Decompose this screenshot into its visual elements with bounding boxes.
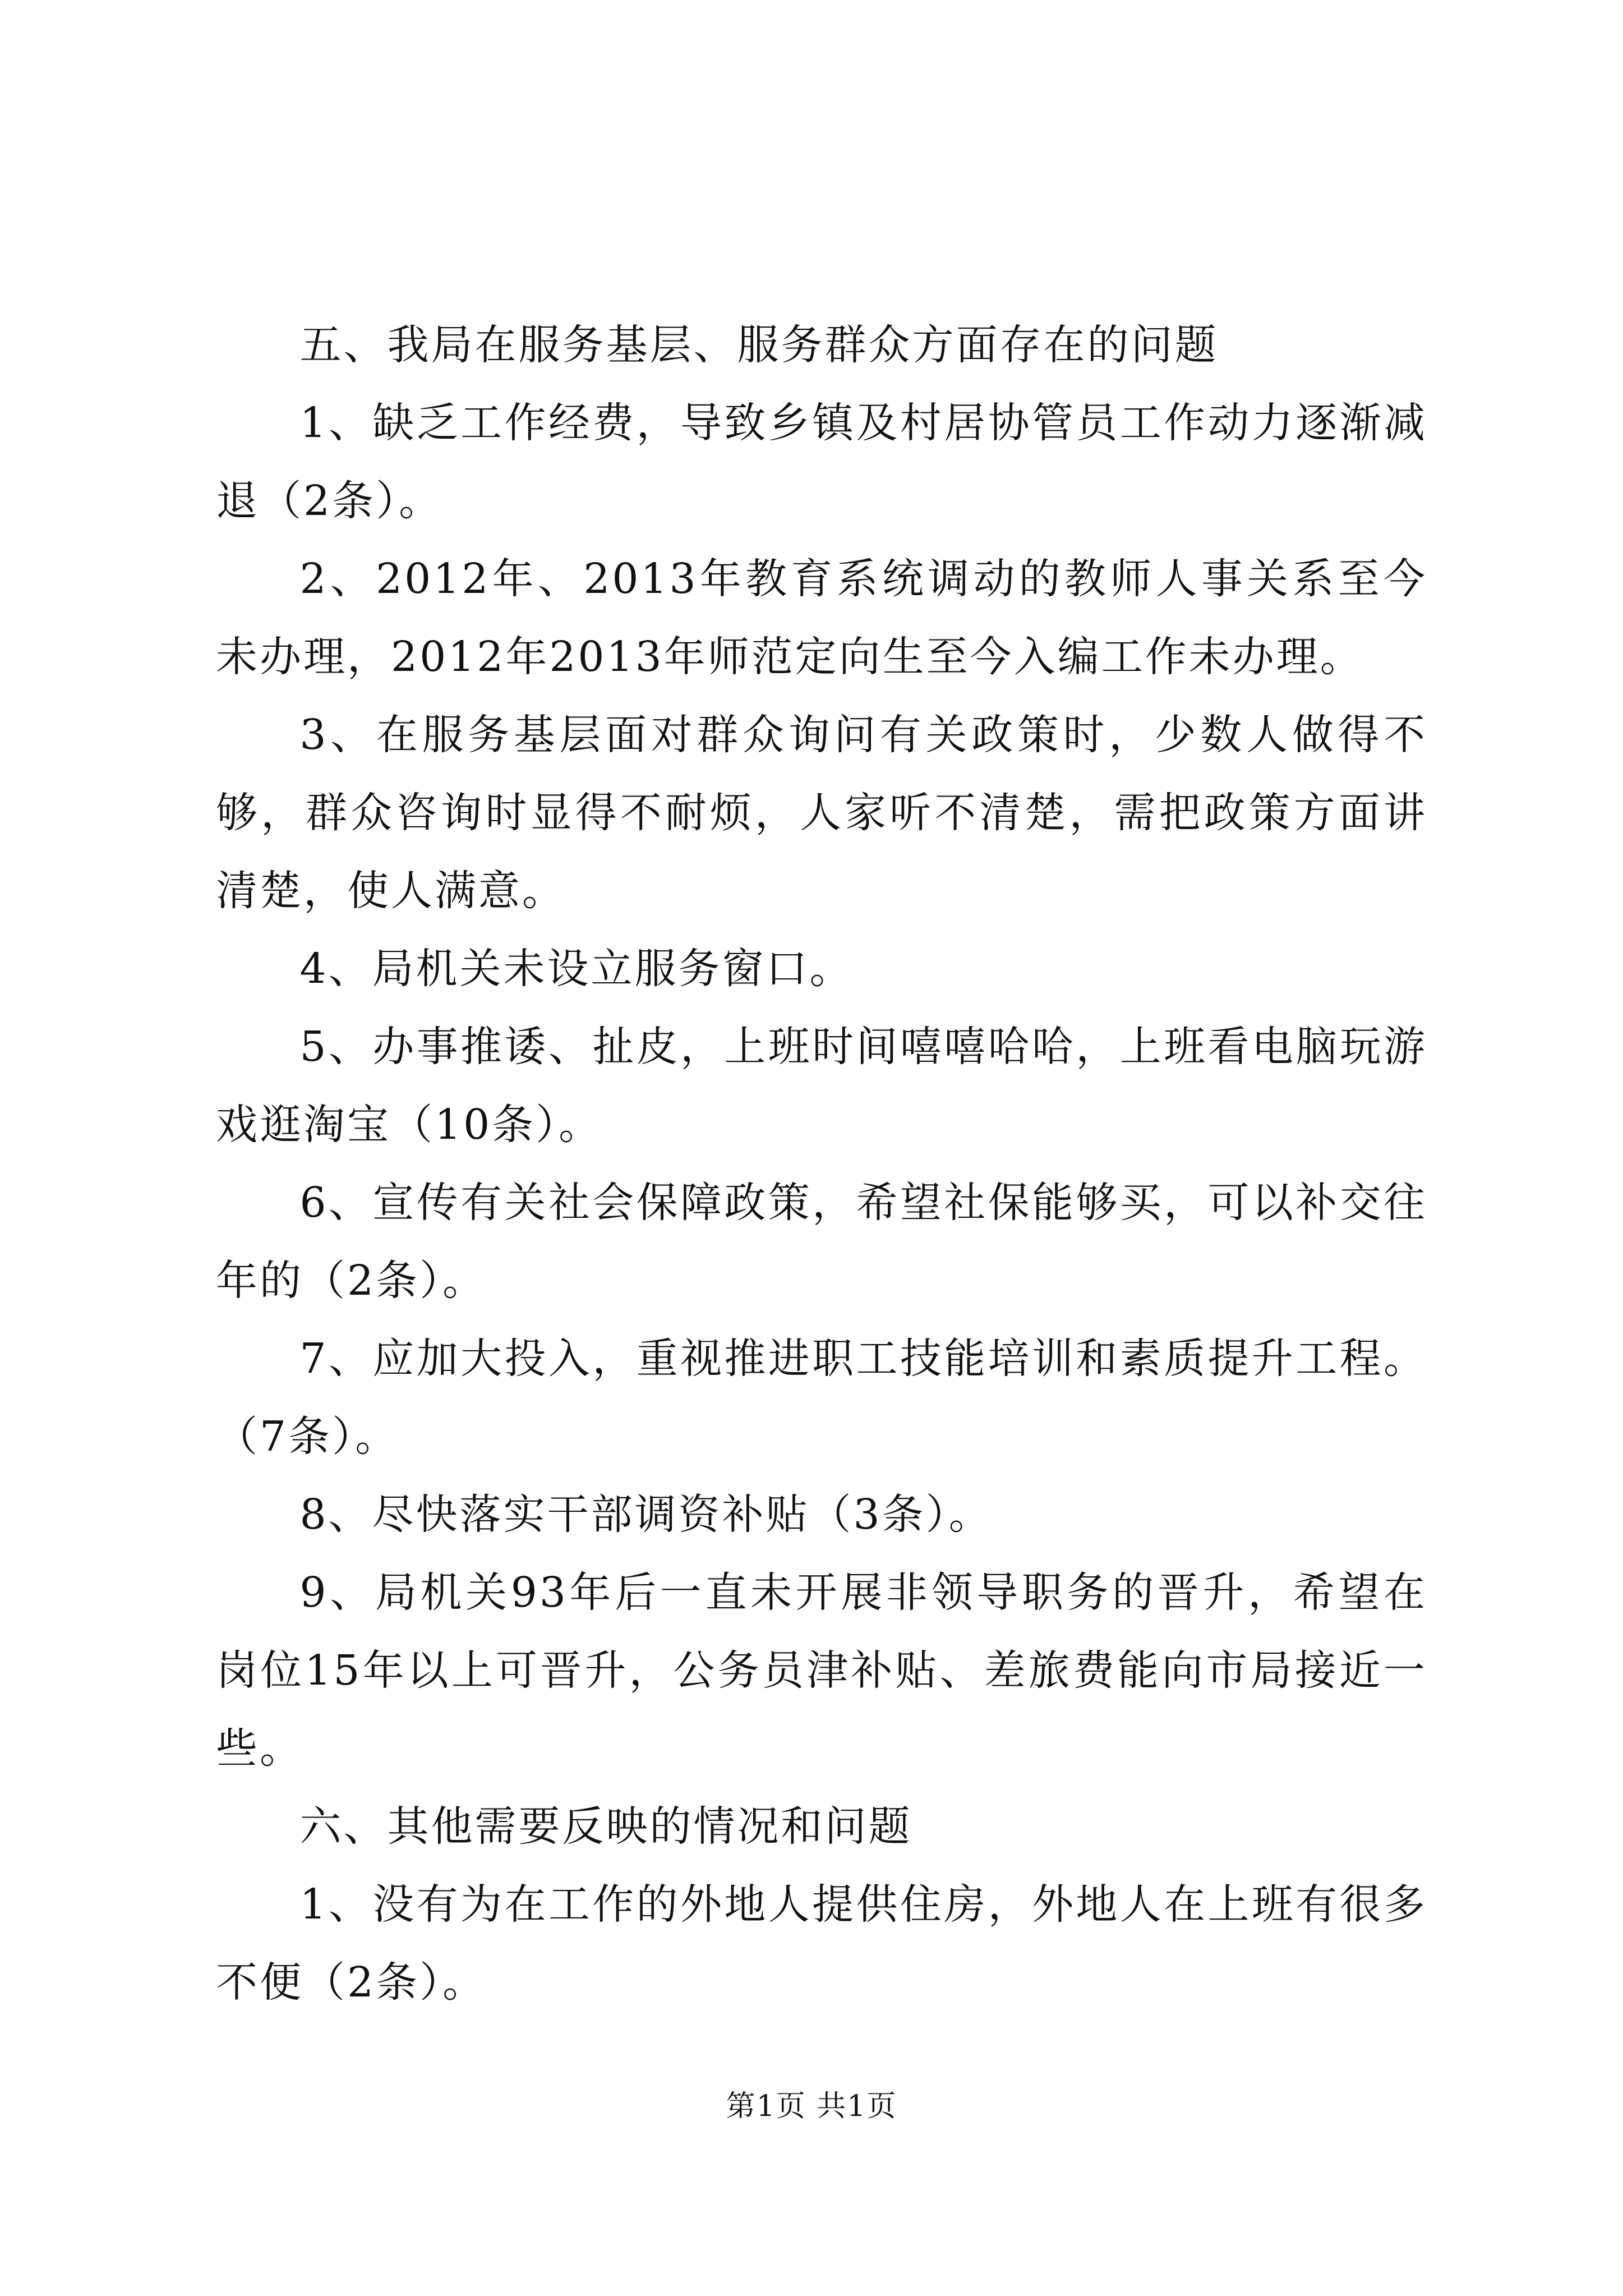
list-item: 4、局机关未设立服务窗口。 bbox=[299, 945, 854, 993]
list-item: 1、没有为在工作的外地人提供住房，外地人在上班有很多不便（2条）。 bbox=[216, 1880, 1427, 2007]
list-item: 3、在服务基层面对群众询问有关政策时，少数人做得不够，群众咨询时显得不耐烦，人家听不清楚，需把政策方面讲清楚，使人满意。 bbox=[216, 711, 1427, 915]
list-item: 6、宣传有关社会保障政策，希望社保能够买，可以补交往年的（2条）。 bbox=[216, 1179, 1427, 1305]
list-item: 5、办事推诿、扯皮，上班时间嘻嘻哈哈，上班看电脑玩游戏逛淘宝（10条）。 bbox=[216, 1023, 1427, 1149]
list-item: 1、缺乏工作经费，导致乡镇及村居协管员工作动力逐渐减退（2条）。 bbox=[216, 399, 1427, 525]
list-item: 7、应加大投入，重视推进职工技能培训和素质提升工程。（7条）。 bbox=[216, 1335, 1427, 1461]
document-body bbox=[216, 306, 1427, 2022]
section-heading-six: 六、其他需要反映的情况和问题 bbox=[299, 1802, 912, 1851]
list-item: 9、局机关93年后一直未开展非领导职务的晋升，希望在岗位15年以上可晋升，公务员津补贴、差旅费能向市局接近一些。 bbox=[216, 1568, 1427, 1773]
page-number-footer: 第1页 共1页 bbox=[726, 2090, 897, 2123]
section-heading-five: 五、我局在服务基层、服务群众方面存在的问题 bbox=[299, 321, 1219, 369]
list-item: 2、2012年、2013年教育系统调动的教师人事关系至今未办理，2012年2013年师范定向生至今入编工作未办理。 bbox=[216, 555, 1427, 681]
list-item: 8、尽快落实干部调资补贴（3条）。 bbox=[299, 1490, 993, 1539]
